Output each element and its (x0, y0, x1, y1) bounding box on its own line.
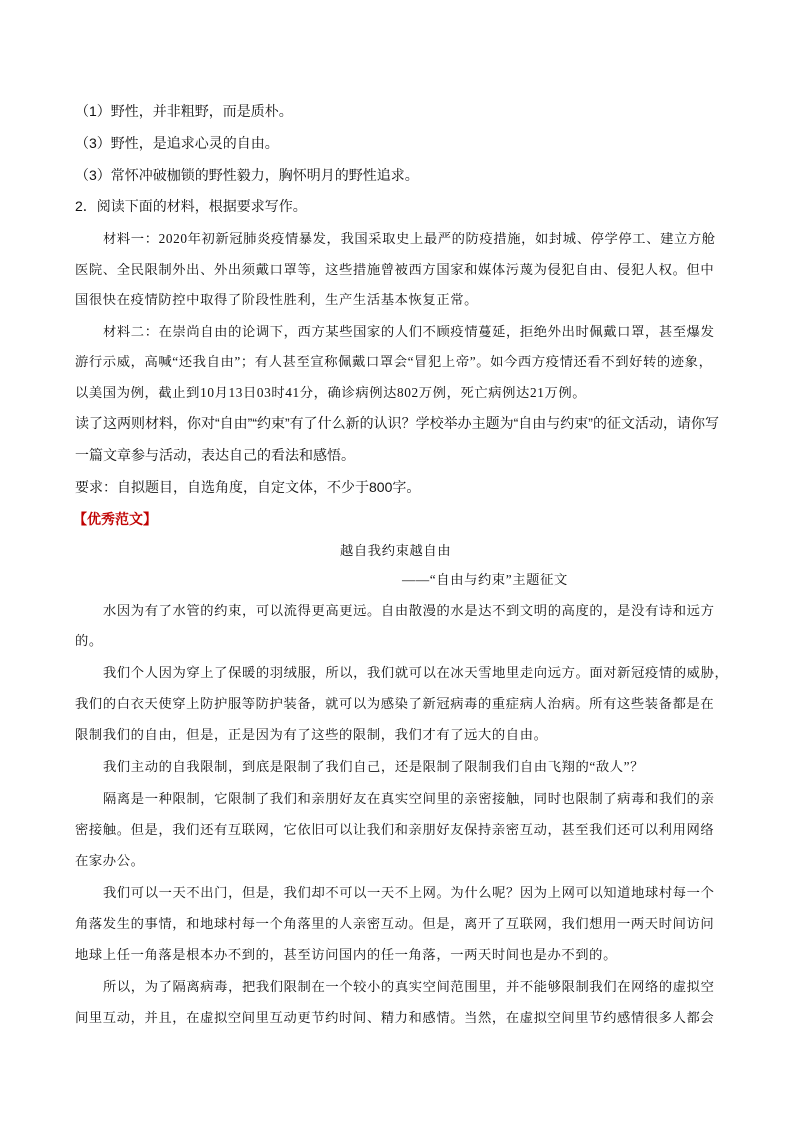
essay-title: 越自我约束越自由 (340, 543, 452, 558)
essay-line: 的。 (75, 633, 103, 648)
essay-line: 我们个人因为穿上了保暖的羽绒服，所以，我们就可以在冰天雪地里走向远方。面对新冠疫情的威胁， (103, 665, 729, 680)
essay-line: 隔离是一种限制，它限制了我们和亲朋好友在真实空间里的亲密接触，同时也限制了病毒和我们的亲 (103, 791, 715, 806)
essay-line: 密接触。但是，我们还有互联网，它依旧可以让我们和亲朋好友保持亲密互动，甚至我们还可以利用网络 (75, 822, 715, 837)
essay-line: 角落发生的事情，和地球村每一个角落里的人亲密互动。但是，离开了互联网，我们想用一两天时间访问 (75, 916, 715, 931)
essay-line: 我们主动的自我限制，到底是限制了我们自己，还是限制了限制我们自由飞翔的“敌人”？ (103, 759, 645, 774)
material-1-line-3: 国很快在疫情防控中取得了阶段性胜利，生产生活基本恢复正常。 (75, 292, 479, 307)
essay-heading: 【优秀范文】 (73, 511, 157, 527)
requirement: 要求：自拟题目，自选角度，自定文体，不少于800字。 (75, 479, 421, 495)
essay-line: 我们的白衣天使穿上防护服等防护装备，就可以为感染了新冠病毒的重症病人治病。所有这些装备都是在 (75, 696, 715, 711)
essay-line: 在家办公。 (75, 853, 145, 868)
material-1-line-1: 材料一：2020年初新冠肺炎疫情暴发，我国采取史上最严的防疫措施，如封城、停学停工、建立方舱 (103, 231, 716, 246)
essay-line: 间里互动，并且，在虚拟空间里互动更节约时间、精力和感情。当然，在虚拟空间里节约感情很多人都会 (75, 1010, 715, 1025)
essay-subtitle: ——“自由与约束”主题征文 (402, 572, 568, 587)
question-number: 2．阅读下面的材料，根据要求写作。 (75, 198, 307, 214)
essay-line: 地球上任一角落是根本办不到的，甚至访问国内的任一角落，一两天时间也是办不到的。 (75, 947, 617, 962)
prompt-line-2: 一篇文章参与活动，表达自己的看法和感悟。 (75, 447, 355, 463)
point-1: （1）野性，并非粗野，而是质朴。 (75, 103, 293, 119)
material-1-line-2: 医院、全民限制外出、外出须戴口罩等，这些措施曾被西方国家和媒体污蔑为侵犯自由、侵犯人权。但中 (75, 262, 715, 277)
essay-line: 所以，为了隔离病毒，把我们限制在一个较小的真实空间范围里，并不能够限制我们在网络的虚拟空 (103, 979, 715, 994)
prompt-line-1: 读了这两则材料，你对“自由”“约束”有了什么新的认识？学校举办主题为“自由与约束”的征文活动，请你写 (75, 415, 719, 431)
material-2-line-1: 材料二：在崇尚自由的论调下，西方某些国家的人们不顾疫情蔓延，拒绝外出时佩戴口罩，甚至爆发 (103, 324, 715, 339)
essay-line: 我们可以一天不出门，但是，我们却不可以一天不上网。为什么呢？因为上网可以知道地球村每一个 (103, 885, 715, 900)
essay-line: 限制我们的自由，但是，正是因为有了这些的限制，我们才有了远大的自由。 (75, 727, 548, 742)
material-2-line-3: 以美国为例，截止到10月13日03时41分，确诊病例达802万例，死亡病例达21万例。 (75, 385, 587, 400)
point-2: （3）野性，是追求心灵的自由。 (75, 135, 279, 151)
material-2-line-2: 游行示威，高喊“还我自由”；有人甚至宣称佩戴口罩会“冒犯上帝”。如今西方疫情还看不到好转的迹象， (75, 354, 713, 369)
essay-line: 水因为有了水管的约束，可以流得更高更远。自由散漫的水是达不到文明的高度的，是没有诗和远方 (103, 603, 715, 618)
point-3: （3）常怀冲破枷锁的野性毅力，胸怀明月的野性追求。 (75, 167, 419, 183)
